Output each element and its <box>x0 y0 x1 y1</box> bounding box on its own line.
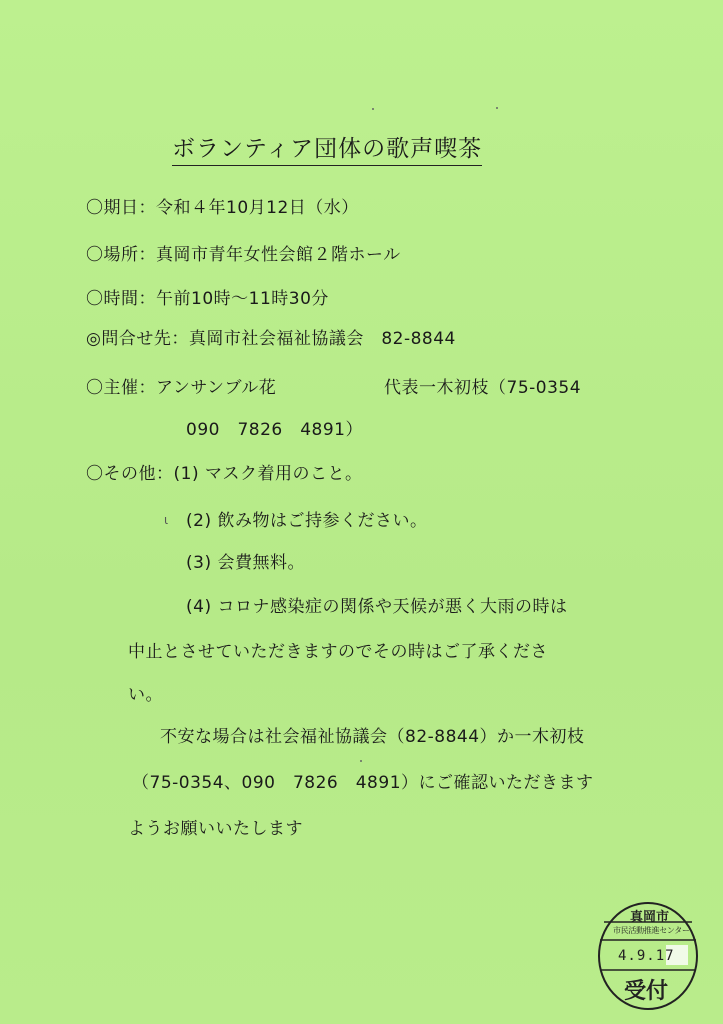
received-stamp <box>596 900 700 1012</box>
representative: 代表一木初枝（75-0354 <box>384 378 582 398</box>
flyer-title: ボランティア団体の歌声喫茶 <box>172 130 482 166</box>
paper-speck <box>360 760 362 762</box>
stray-pen-mark: ɩ <box>164 513 169 527</box>
other-item-2: (2) 飲み物はご持参ください。 <box>186 511 428 531</box>
organizer: 〇主催：アンサンブル花 <box>86 378 277 398</box>
event-place: 〇場所：真岡市青年女性会館２階ホール <box>86 245 401 265</box>
note-line-2: （75-0354、090 7826 4891）にご確認いただきます <box>132 773 594 793</box>
stamp-received: 受付 <box>624 978 669 1004</box>
event-date: 〇期日：令和４年10月12日（水） <box>86 198 359 218</box>
stamp-city: 真岡市 <box>630 910 670 925</box>
representative-phone: 090 7826 4891） <box>186 420 363 440</box>
event-time: 〇時間：午前10時～11時30分 <box>86 289 329 309</box>
other-notes-label: 〇その他：(1) マスク着用のこと。 <box>86 464 363 484</box>
other-item-4: (4) コロナ感染症の関係や天候が悪く大雨の時は <box>186 597 568 617</box>
paper-speck <box>372 108 374 110</box>
contact-info: ◎問合せ先：真岡市社会福祉協議会 82-8844 <box>86 329 456 349</box>
note-line-1: 不安な場合は社会福祉協議会（82-8844）か一木初枝 <box>160 727 585 747</box>
paper-speck <box>496 107 498 109</box>
note-line-3: ようお願いいたします <box>128 819 303 839</box>
other-item-3: (3) 会費無料。 <box>186 553 305 573</box>
other-item-4-end: い。 <box>128 685 163 705</box>
other-item-4-cont: 中止とさせていただきますのでその時はご了承くださ <box>128 642 548 662</box>
stamp-date: 4.9.17 <box>618 948 675 964</box>
stamp-center: 市民活動推進センター <box>613 926 690 935</box>
